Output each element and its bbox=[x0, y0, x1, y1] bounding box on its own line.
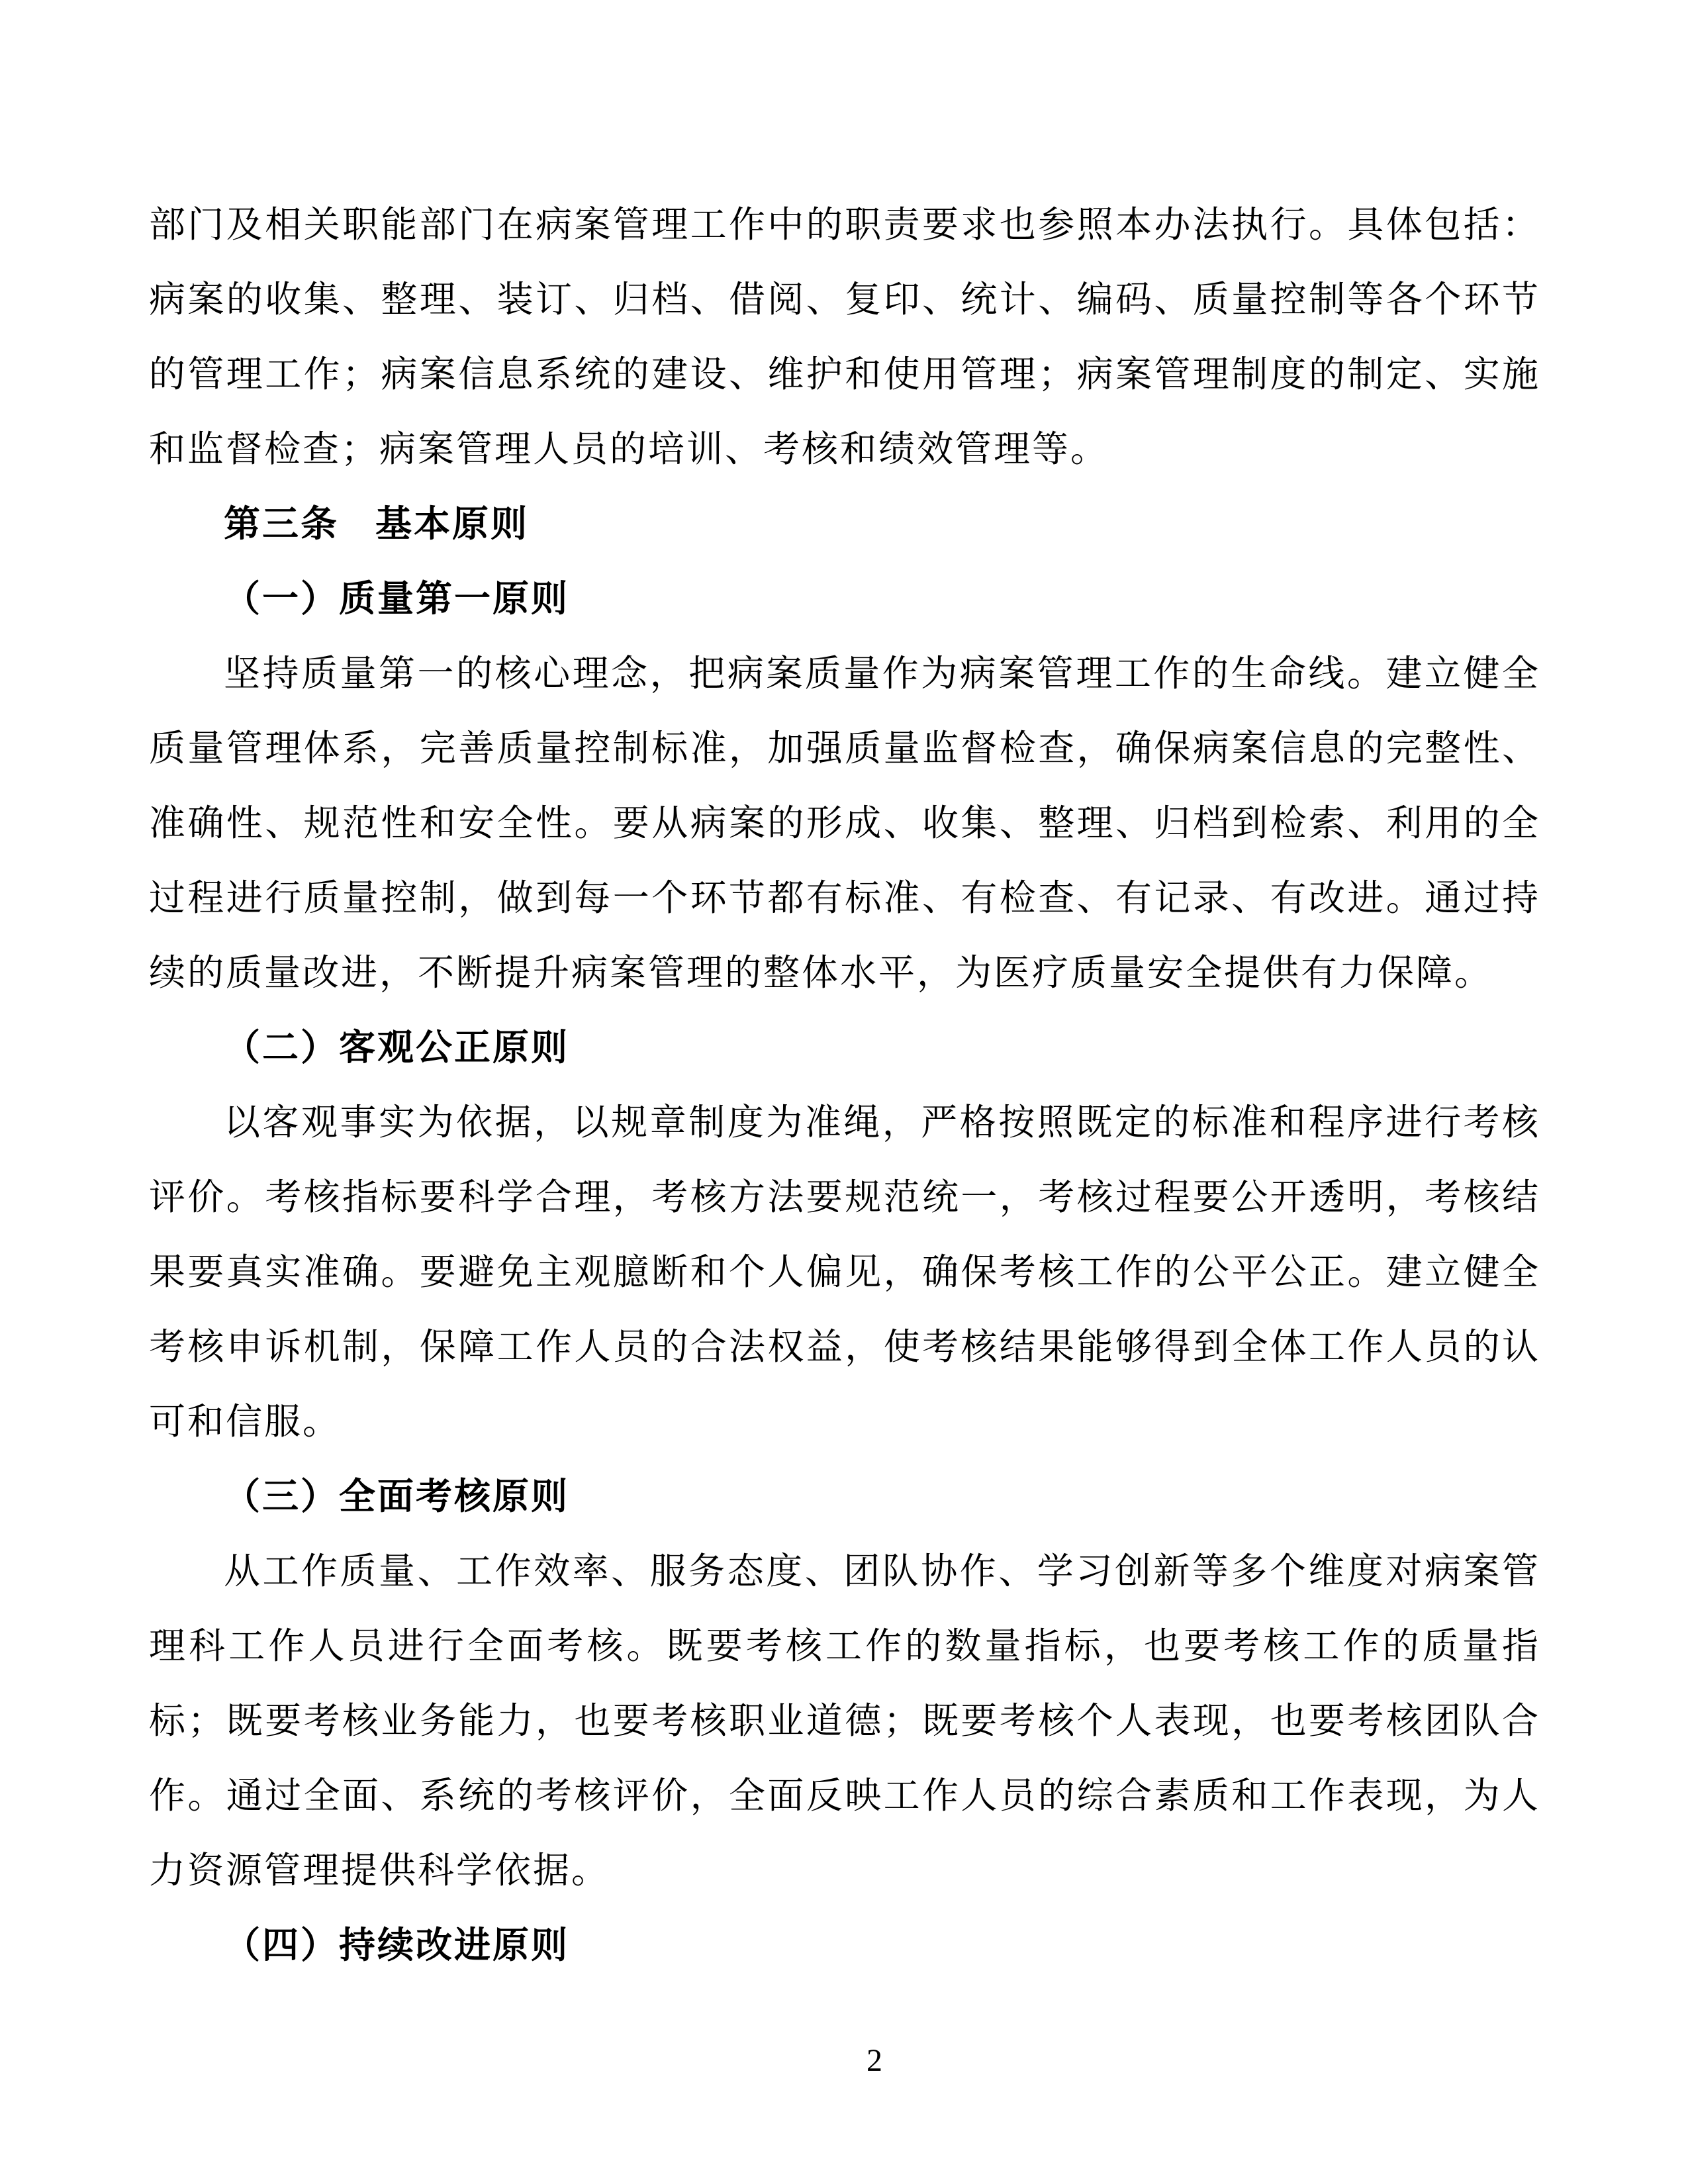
section-heading-comprehensive: （三）全面考核原则 bbox=[224, 1476, 570, 1517]
section-heading-quality-first: （一）质量第一原则 bbox=[224, 578, 570, 619]
article-heading bbox=[149, 487, 1540, 561]
document-body bbox=[149, 187, 1540, 1983]
article-number: 第三条 bbox=[224, 503, 340, 544]
page-number: 2 bbox=[867, 2043, 882, 2078]
article-title: 基本原则 bbox=[375, 503, 530, 544]
section-body-quality-first: 坚持质量第一的核心理念，把病案质量作为病案管理工作的生命线。建立健全质量管理体系，完善质量控制标准，加强质量监督检查，确保病案信息的完整性、准确性、规范性和安全性。要从病案的形成、收集、整理、归档到检索、利用的全过程进行质量控制，做到每一个环节都有标准、有检查、有记录、有改进。通过持续的质量改进，不断提升病案管理的整体水平，为医疗质量安全提供有力保障。 bbox=[149, 653, 1540, 993]
section-body-objective-fair: 以客观事实为依据，以规章制度为准绳，严格按照既定的标准和程序进行考核评价。考核指标要科学合理，考核方法要规范统一，考核过程要公开透明，考核结果要真实准确。要避免主观臆断和个人偏见，确保考核工作的公平公正。建立健全考核申诉机制，保障工作人员的合法权益，使考核结果能够得到全体工作人员的认可和信服。 bbox=[149, 1102, 1540, 1442]
section-heading-continuous-improvement: （四）持续改进原则 bbox=[224, 1924, 570, 1966]
section-heading-objective-fair: （二）客观公正原则 bbox=[224, 1027, 570, 1068]
section-body-comprehensive: 从工作质量、工作效率、服务态度、团队协作、学习创新等多个维度对病案管理科工作人员进行全面考核。既要考核工作的数量指标，也要考核工作的质量指标；既要考核业务能力，也要考核职业道德；既要考核个人表现，也要考核团队合作。通过全面、系统的考核评价，全面反映工作人员的综合素质和工作表现，为人力资源管理提供科学依据。 bbox=[149, 1551, 1540, 1891]
paragraph-continuation: 部门及相关职能部门在病案管理工作中的职责要求也参照本办法执行。具体包括：病案的收集、整理、装订、归档、借阅、复印、统计、编码、质量控制等各个环节的管理工作；病案信息系统的建设、维护和使用管理；病案管理制度的制定、实施和监督检查；病案管理人员的培训、考核和绩效管理等。 bbox=[149, 205, 1540, 469]
